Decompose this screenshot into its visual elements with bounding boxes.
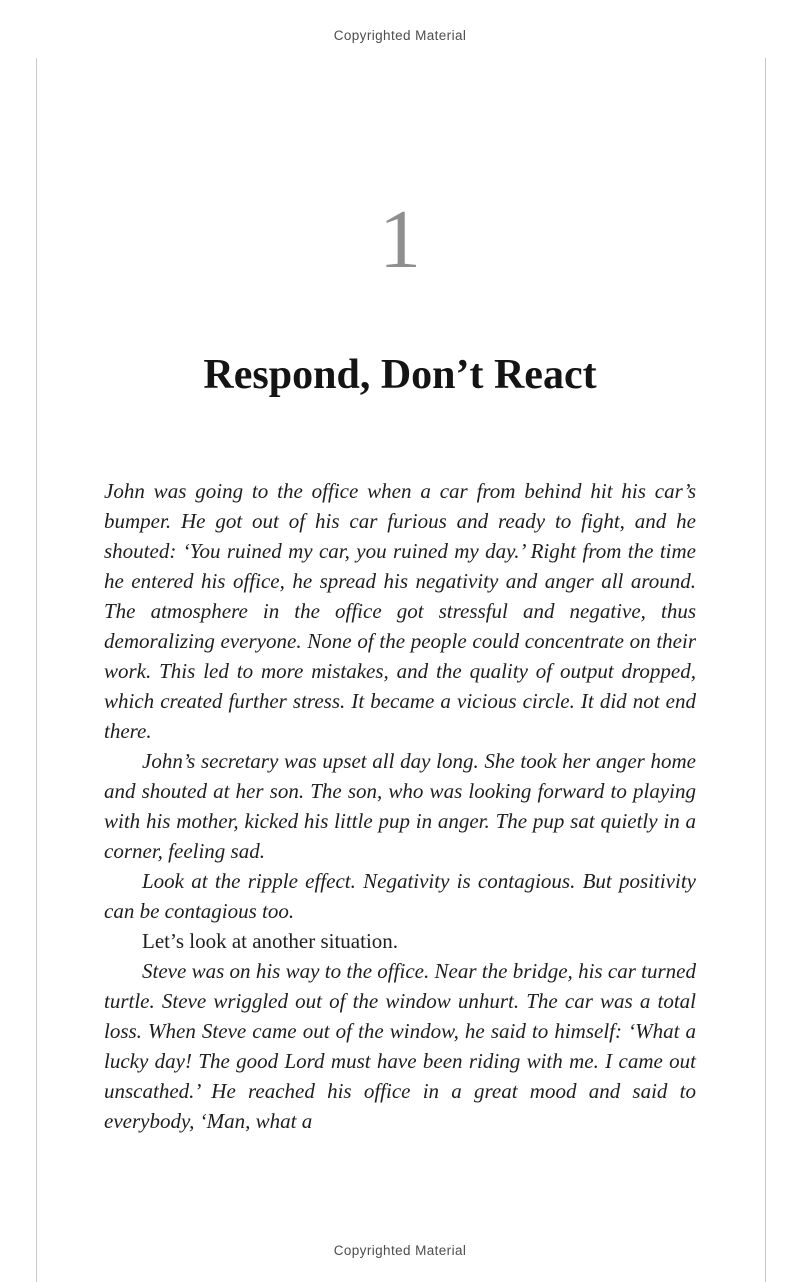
chapter-number: 1 xyxy=(379,193,421,286)
paragraph-3: Look at the ripple effect. Negativity is contagious. But positivity can be contagious too. xyxy=(104,869,696,923)
copyright-notice-bottom: Copyrighted Material xyxy=(333,1243,467,1258)
paragraph-4: Let’s look at another situation. xyxy=(142,929,399,953)
paragraph-2: John’s secretary was upset all day long. She took her anger home and shouted at her son. The son, who was looking forward to playing with his mother, kicked his little pup in anger. The pup sat quietly in a corner, feeling sad. xyxy=(104,749,696,863)
paragraph-5: Steve was on his way to the office. Near the bridge, his car turned turtle. Steve wriggled out of the window unhurt. The car was a total loss. When Steve came out of the window, he said to himself: ‘What a lucky day! The good Lord must have been riding with me. I came out unscathed.’ He reached his office in a great mood and said to everybody, ‘Man, what a xyxy=(104,959,696,1133)
chapter-title: Respond, Don’t React xyxy=(203,352,597,398)
paragraph-1: John was going to the office when a car from behind hit his car’s bumper. He got out of his car furious and ready to fight, and he shouted: ‘You ruined my car, you ruined my day.’ Right from the time he entered his office, he spread his negativity and anger all around. The atmosphere in the office got stressful and negative, thus demoralizing everyone. None of the people could concentrate on their work. This led to more mistakes, and the quality of output dropped, which created further stress. It became a vicious circle. It did not end there. xyxy=(104,479,696,743)
body-text xyxy=(104,476,696,1136)
copyright-notice-top: Copyrighted Material xyxy=(333,28,467,43)
